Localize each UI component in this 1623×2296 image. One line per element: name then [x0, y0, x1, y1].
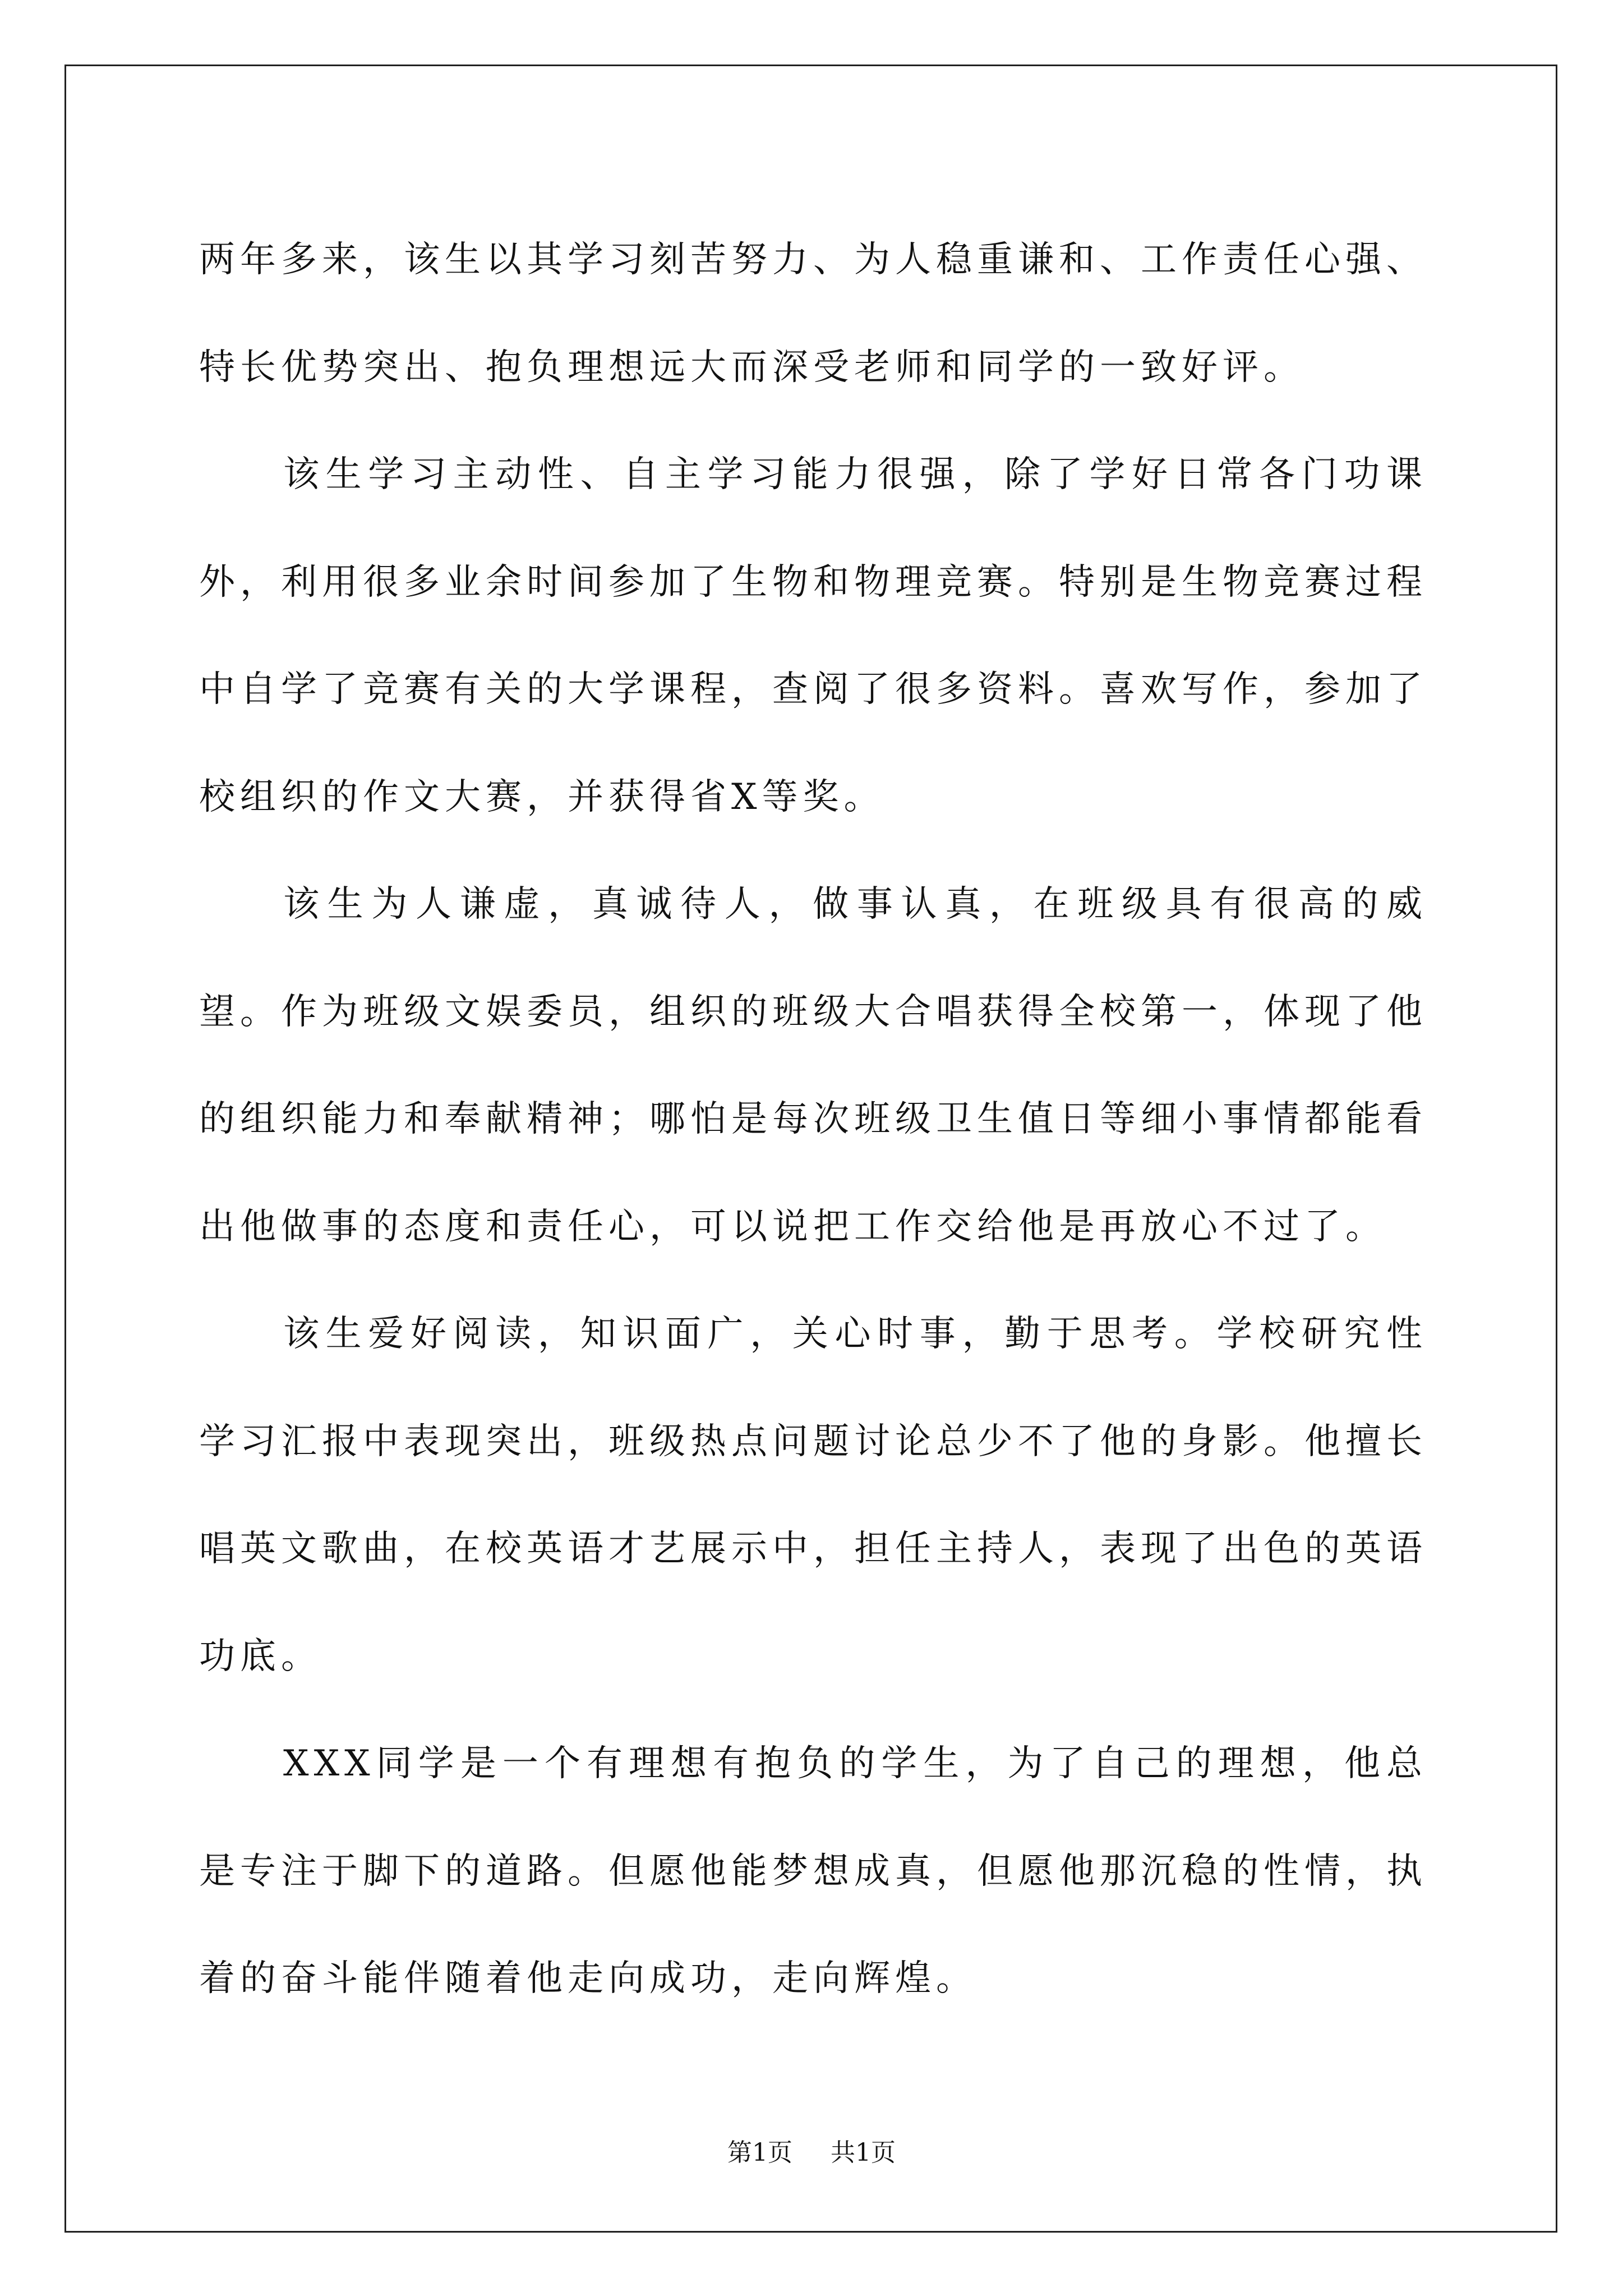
page-number: 第1页 — [727, 2138, 792, 2167]
paragraph-5: XXX同学是一个有理想有抱负的学生，为了自己的理想，他总是专注于脚下的道路。但愿他能梦想成真，但愿他那沉稳的性情，执着的奋斗能伴随着他走向成功，走向辉煌。 — [199, 1743, 1427, 1999]
page-total: 共1页 — [831, 2138, 896, 2167]
paragraph-1: 两年多来，该生以其学习刻苦努力、为人稳重谦和、工作责任心强、特长优势突出、抱负理想远大而深受老师和同学的一致好评。 — [199, 239, 1427, 388]
page-footer — [0, 2136, 1623, 2170]
paragraph-2: 该生学习主动性、自主学习能力很强，除了学好日常各门功课外，利用很多业余时间参加了生物和物理竞赛。特别是生物竞赛过程中自学了竞赛有关的大学课程，查阅了很多资料。喜欢写作，参加了校组织的作文大赛，并获得省X等奖。 — [199, 454, 1427, 818]
paragraph-4: 该生爱好阅读，知识面广，关心时事，勤于思考。学校研究性学习汇报中表现突出，班级热点问题讨论总少不了他的身影。他擅长唱英文歌曲，在校英语才艺展示中，担任主持人，表现了出色的英语功底。 — [199, 1313, 1427, 1677]
paragraph-3: 该生为人谦虚，真诚待人，做事认真，在班级具有很高的威望。作为班级文娱委员，组织的班级大合唱获得全校第一，体现了他的组织能力和奉献精神；哪怕是每次班级卫生值日等细小事情都能看出他做事的态度和责任心，可以说把工作交给他是再放心不过了。 — [199, 884, 1427, 1248]
document-body — [199, 206, 1427, 2033]
